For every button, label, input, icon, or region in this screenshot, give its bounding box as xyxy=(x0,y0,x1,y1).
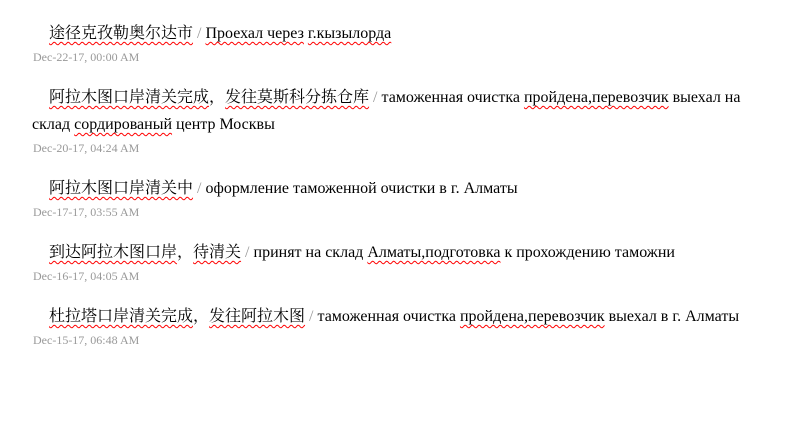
event-text-segment: принят на склад xyxy=(253,244,368,261)
language-separator-slash: / xyxy=(241,244,254,261)
tracking-event xyxy=(32,84,777,156)
event-text-segment: ， xyxy=(209,89,226,106)
event-text-segment: к прохождению таможни xyxy=(500,244,675,261)
misspelled-text-segment: пройдена,перевозчик xyxy=(523,89,669,106)
language-separator-slash: / xyxy=(193,180,206,197)
misspelled-text-segment: Алматы,подготовка xyxy=(367,244,501,261)
misspelled-text-segment: 阿拉木图口岸清关完成 xyxy=(49,89,210,106)
language-separator-slash: / xyxy=(369,89,382,106)
event-description xyxy=(32,303,777,330)
event-text-segment: таможенная очистка xyxy=(381,89,524,106)
language-separator-slash: / xyxy=(193,25,206,42)
event-timestamp: Dec-22-17, 00:00 AM xyxy=(33,50,140,64)
event-timestamp: Dec-17-17, 03:55 AM xyxy=(33,205,140,219)
misspelled-text-segment: 待清关 xyxy=(193,244,242,261)
misspelled-text-segment: 阿拉木图口岸清关中 xyxy=(49,180,194,197)
event-description xyxy=(32,175,777,202)
tracking-event xyxy=(32,175,777,220)
event-timestamp: Dec-15-17, 06:48 AM xyxy=(33,333,140,347)
event-timestamp: Dec-16-17, 04:05 AM xyxy=(33,269,140,283)
event-text-segment: центр Москвы xyxy=(172,116,275,133)
language-separator-slash: / xyxy=(305,308,318,325)
misspelled-text-segment: г.кызылорда xyxy=(307,25,392,42)
event-description xyxy=(32,20,777,47)
event-text-segment: таможенная очистка xyxy=(317,308,460,325)
event-text-segment: ， xyxy=(193,308,210,325)
misspelled-text-segment: Проехал через xyxy=(205,25,304,42)
misspelled-text-segment: 途径克孜勒奥尔达市 xyxy=(49,25,194,42)
misspelled-text-segment: 发往阿拉木图 xyxy=(209,308,306,325)
event-description xyxy=(32,84,777,138)
tracking-event xyxy=(32,239,777,284)
event-text-segment: выехал на склад xyxy=(32,89,741,133)
event-text-segment: оформление таможенной очистки в г. Алматы xyxy=(205,180,518,197)
tracking-event xyxy=(32,303,777,348)
event-text-segment: ， xyxy=(177,244,194,261)
event-timestamp: Dec-20-17, 04:24 AM xyxy=(33,141,140,155)
misspelled-text-segment: пройдена,перевозчик xyxy=(459,308,605,325)
tracking-event xyxy=(32,20,777,65)
misspelled-text-segment: 杜拉塔口岸清关完成 xyxy=(49,308,194,325)
event-description xyxy=(32,239,777,266)
event-text-segment: выехал в г. Алматы xyxy=(604,308,740,325)
misspelled-text-segment: 发往莫斯科分拣仓库 xyxy=(225,89,370,106)
misspelled-text-segment: 到达阿拉木图口岸 xyxy=(49,244,178,261)
misspelled-text-segment: сордированый xyxy=(74,116,173,133)
